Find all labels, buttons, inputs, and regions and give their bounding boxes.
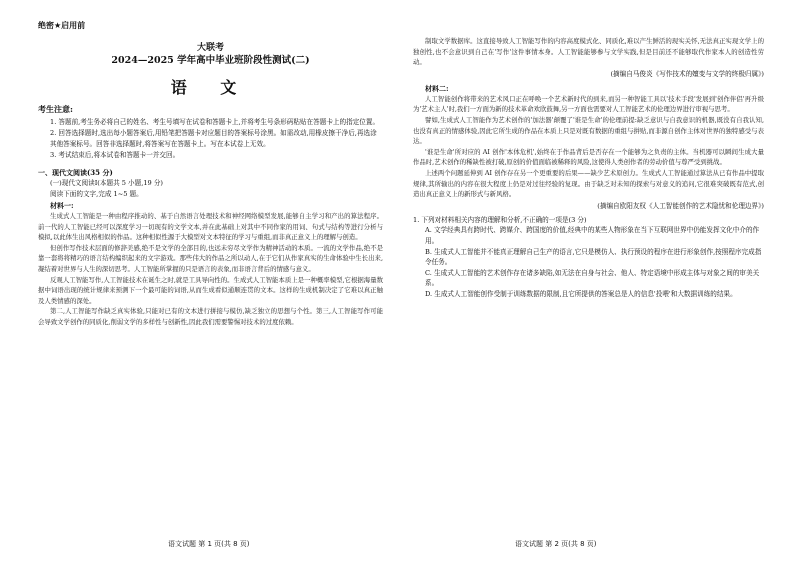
source-citation-1: (摘编自马俊炎《写作技术的嬗变与文学的终极归属》): [610, 69, 764, 78]
notice-item: 2. 回答选择题时,选出每小题答案后,用铅笔把答题卡对应题目的答案标号涂黑。如需改动,用橡皮擦干净后,再选涂其他答案标号。回答非选择题时,将答案写在答题卡上。写在本试卷上无效。: [50, 129, 377, 148]
subsection-title: (一)现代文阅读Ⅰ(本题共 5 小题,19 分): [50, 179, 163, 187]
material-1-label: 材料一:: [50, 201, 74, 210]
paragraph: 生成式人工智能是一种由程序推动的、基于自然语言处理技术和神经网络模型发展,能够自主学习和产出的算法程序。前一代的人工智能已经可以深度学习一切现有的文学文本,并在此基础上对其中不同作家的用词、句式与结构等进行分析与模拟,以此体生出风格相似的作品。这种相似性源于大模型对文本特征的学习与重组,而非真正意义上的理解与创造。: [38, 212, 383, 242]
subject-title: 语 文: [170, 78, 251, 97]
material-2-label: 材料二:: [425, 83, 449, 93]
notice-list: [38, 117, 383, 161]
paragraph: '谁是生命'所对应的 AI 创作'本体危机',始终在于作品背后是否存在一个能够为之负责的主体。当机器可以瞬间生成大量作品时,艺术创作的稀缺性被打破,原创的价值面临被稀释的风险,这使得人类创作者的劳动价值与尊严受到挑战。: [413, 147, 764, 167]
paragraph: 制取文学数据库。这直接导致人工智能写作的内容高度模式化、同质化,难以产生鲜活的现实关怀,无法真正实现文学上的独创性,也不会意识到自己在'写作'这件事情本身。人工智能能够参与文学实践,但是目前还不能够取代作家本人的创造性劳动。: [413, 37, 764, 67]
notice-title: 考生注意:: [38, 104, 73, 114]
page-right: [397, 0, 794, 561]
paragraph: 上述两个问题延伸到 AI 创作存在另一个更重要的后果——缺少艺术原创力。生成式人工智能通过算法从已有作品中提取规律,其所输出的内容在很大程度上仍是对过往经验的复现。由于缺乏对未知的探索与对意义的追问,它很难突破既有范式,创造出真正意义上的新形式与新风格。: [413, 168, 764, 199]
paragraph: 人工智能创作将带来的艺术风口正在呼唤一个艺术新时代的到来,而另一种智能工具以'技术手段'发展到'创作伴侣'再升级为'艺术主人'时,我们一方面为新的技术革命欢欣鼓舞,另一方面也需要对人工智能艺术的伦理边界进行审视与思考。: [413, 94, 764, 114]
page-footer-left: 语文试题 第 1 页(共 8 页): [168, 540, 250, 548]
notice-item: 3. 考试结束后,将本试卷和答题卡一并交回。: [50, 151, 180, 159]
question-option-c: C. 生成式人工智能的艺术创作存在诸多缺陷,如无法在自身与社会、他人、特定语境中形成主体与对象之间的审美关系。: [425, 268, 760, 288]
notice-item: 1. 答题前,考生务必将自己的姓名、考生号填写在试卷和答题卡上,并将考生号条形码粘贴在答题卡上的指定位置。: [50, 118, 380, 126]
question-option-b: B. 生成式人工智能并不能真正理解自己生产的语言,它只是模仿人、执行预设的程序在进行形象创作,按照程序完成指令任务。: [425, 247, 762, 267]
section-title: 一、现代文阅读(35 分): [38, 168, 113, 177]
paragraph: 反观人工智能写作,人工智能技术在诞生之时,就是工具导向性的。生成式人工智能本质上是一种概率模型,它根据海量数据中词语出现的统计规律来预测下一个最可能的词语,从而生成看似通顺连贯的文本。这样的生成机制决定了它难以真正触及人类情感的深处。: [38, 275, 383, 305]
question-option-d: D. 生成式人工智能创作受制于训练数据的限制,且它所提供的答案总是人的信息'投喂'和大数据训练的结果。: [425, 289, 737, 298]
question-stem: 1. 下列对材料相关内容的理解和分析,不正确的一项是(3 分): [413, 215, 587, 224]
source-citation-2: (摘编自欧阳友权《人工智能创作的艺术隐忧和伦理边界》): [597, 201, 764, 210]
exam-org: 大联考: [196, 43, 224, 53]
page-footer-right: 语文试题 第 2 页(共 8 页): [515, 540, 597, 548]
paragraph: 譬如,生成式人工智能作为艺术创作的'加法器'颠覆了'谁是生命'的伦理前提:缺乏意识与自我意识的机器,既没有自我认知,也没有真正的情感体验,因此它所生成的作品在本质上只是对既有数据的重组与拼贴,而非源自创作主体对世界的独特感受与表达。: [413, 115, 764, 146]
secret-label: 绝密★启用前: [38, 21, 86, 30]
paragraph: 但创作写作技术层面的修辞美感,绝不是文学的全部目的,也远未穷尽文学作为精神活动的本质。一流的文学作品,绝不是靠一套将将精巧的语言结构编织起来的文字游戏。那些伟大的作品之所以动人,在于它们从作家真实的生命体验中生长出来,凝结着对世界与人生的深切思考。人工智能所掌握的只是语言的表象,而非语言背后的情感与意义。: [38, 243, 383, 273]
exam-title: 2024—2025 学年高中毕业班阶段性测试(二): [111, 55, 310, 66]
paragraph: 第二,人工智能写作缺乏真实体验,只能对已有的文本进行拼接与模仿,缺乏独立的思想与个性。第三,人工智能写作可能会导致文学创作的同质化,削弱文学的多样性与创新性,因此我们需要警惕对技术的过度依赖。: [38, 307, 383, 326]
instruction: 阅读下面的文字,完成 1~5 题。: [50, 190, 143, 198]
question-option-a: A. 文学经典具有跨时代、跨媒介、跨国度的价值,经典中的某些人物形象在当下互联网世界中仍能发挥文化中介的作用。: [425, 226, 760, 245]
